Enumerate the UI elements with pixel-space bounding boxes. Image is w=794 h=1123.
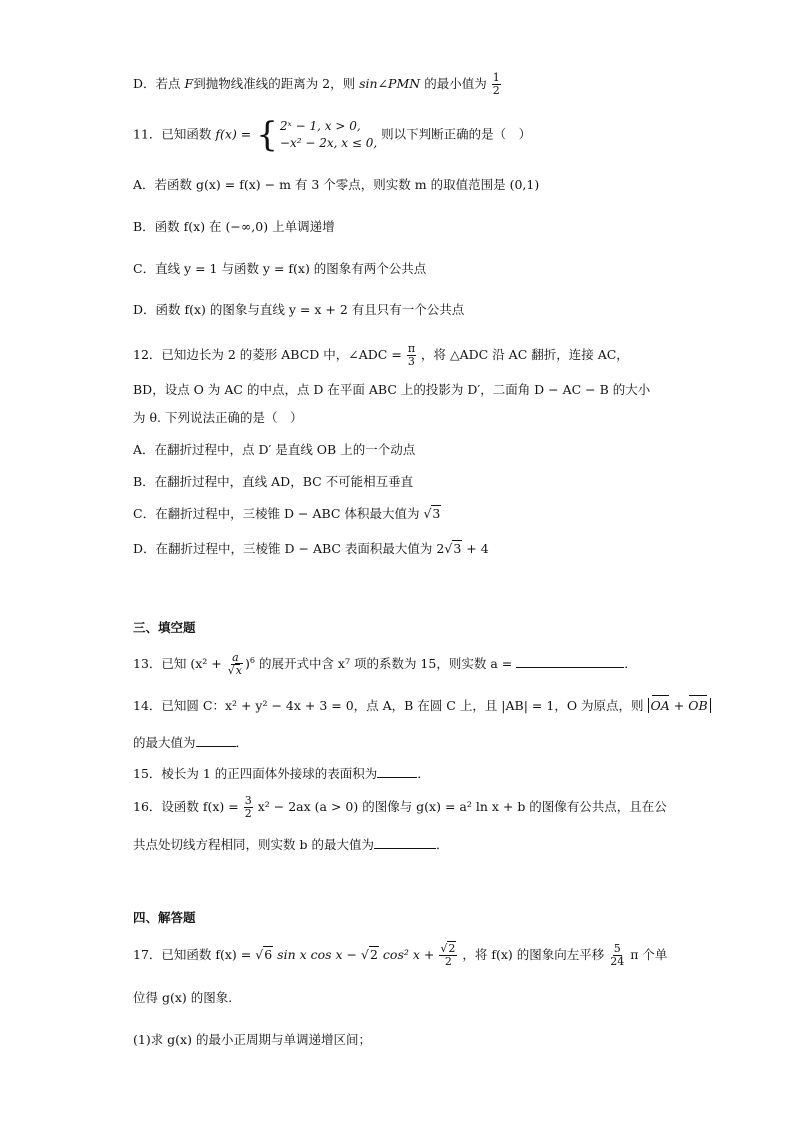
answer-blank [516, 667, 624, 668]
answer-blank [196, 746, 236, 747]
q10-option-d: D．若点 F到抛物线准线的距离为 2，则 sin∠PMN 的最小值为 $\frac{1}{2}$ [133, 71, 500, 97]
q15: 15．棱长为 1 的正四面体外接球的表面积为 ． [133, 766, 430, 781]
q11-option-d: D．函数 f(x) 的图象与直线 y = x + 2 有且只有一个公共点 [133, 302, 465, 317]
vector-magnitude: OA + OB [648, 698, 711, 713]
piecewise: { 2ˣ − 1, x > 0, −x² − 2x, x ≤ 0, [256, 115, 378, 155]
q14-line1: 14．已知圆 C：x² + y² − 4x + 3 = 0，点 A，B 在圆 C 上，且 |AB| = 1，O 为原点，则 OA + OB [133, 696, 711, 716]
fraction: $\frac{a}{√x}$ [227, 651, 242, 678]
q17-sub1: (1)求 g(x) 的最小正周期与单调递增区间； [133, 1032, 371, 1047]
q13: 13．已知 (x² + $\frac{a}{√x}$ )$^6$ 的展开式中含 x⁷ 项的系数为 15，则实数 a = ． [133, 651, 637, 678]
q12-option-d: D．在翻折过程中，三棱锥 D − ABC 表面积最大值为 2√3 + 4 [133, 541, 489, 556]
fraction: $\frac{3}{2}$ [244, 794, 252, 820]
q17-line2: 位得 g(x) 的图象. [133, 990, 233, 1005]
fraction: $\frac{√2}{2}$ [440, 942, 456, 968]
q12-stem-line1: 12．已知边长为 2 的菱形 ABCD 中，∠ADC = $\frac{\pi}{3}$ ，将 △ADC 沿 AC 翻折，连接 AC， [133, 342, 629, 368]
q11-option-b: B．函数 f(x) 在 (−∞,0) 上单调递增 [133, 219, 335, 234]
fraction: $\frac{1}{2}$ [492, 71, 500, 97]
q16-line1: 16．设函数 f(x) = $\frac{3}{2}$ x² − 2ax (a > 0) 的图像与 g(x) = a² ln x + b 的图像有公共点，且在公 [133, 794, 667, 820]
q11-option-a: A．若函数 g(x) = f(x) − m 有 3 个零点，则实数 m 的取值范围是 (0,1) [133, 177, 540, 192]
q12-option-a: A．在翻折过程中，点 D′ 是直线 OB 上的一个动点 [133, 442, 416, 457]
fraction: $\frac{5}{24}$ [610, 942, 625, 968]
q11-stem: 11．已知函数 f(x) = { 2ˣ − 1, x > 0, −x² − 2x, x ≤ 0, 则以下判断正确的是（ ） [133, 115, 532, 155]
q12-stem-line2: BD，设点 O 为 AC 的中点，点 D 在平面 ABC 上的投影为 D′，二面角 D − AC − B 的大小 [133, 382, 651, 397]
q11-option-c: C．直线 y = 1 与函数 y = f(x) 的图象有两个公共点 [133, 261, 427, 276]
q14-line2: 的最大值为 ． [133, 735, 249, 750]
q17-line1: 17．已知函数 f(x) = √6 sin x cos x − √2 cos² x + $\frac{√2}{2}$ ，将 f(x) 的图象向左平移 $\frac{5}{24}$ π 个单 [133, 942, 668, 968]
q16-line2: 共点处切线方程相同，则实数 b 的最大值为 ． [133, 837, 449, 852]
section-title-fill-in: 三、填空题 [133, 620, 196, 635]
q12-option-c: C．在翻折过程中，三棱锥 D − ABC 体积最大值为 √3 [133, 506, 441, 521]
answer-blank [377, 777, 417, 778]
section-title-solutions: 四、解答题 [133, 910, 196, 925]
answer-blank [374, 848, 436, 849]
fraction: $\frac{\pi}{3}$ [407, 342, 416, 368]
q12-stem-line3: 为 θ. 下列说法正确的是（ ） [133, 410, 303, 425]
q12-option-b: B．在翻折过程中，直线 AD，BC 不可能相互垂直 [133, 474, 414, 489]
